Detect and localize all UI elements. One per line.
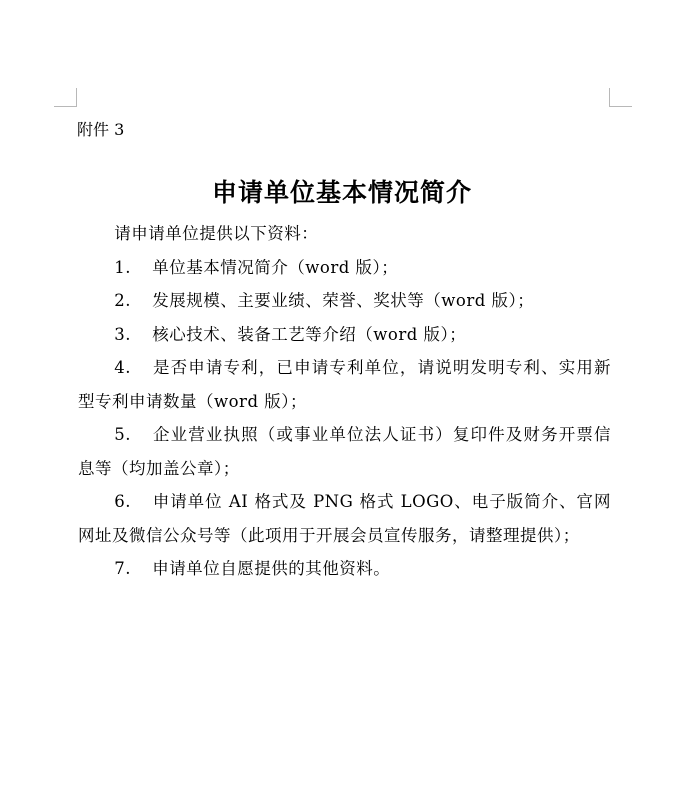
crop-mark-top-left [54,88,77,107]
list-item [78,251,611,285]
list-item [78,351,611,418]
list-item-number: 4. [114,358,132,377]
page-title: 申请单位基本情况简介 [211,178,472,207]
list-item-number: 2. [114,291,132,310]
list-item [78,284,611,318]
list-item-number: 6. [114,492,132,511]
intro-paragraph: 请申请单位提供以下资料： [114,224,319,243]
list-item-text: 是否申请专利，已申请专利单位，请说明发明专利、实用新型专利申请数量（word 版）； [78,358,611,411]
crop-mark-top-right [609,88,632,107]
list-item [78,318,611,352]
attachment-label: 附件 3 [77,120,125,139]
list-item-number: 7. [114,559,132,578]
document-body [78,217,611,586]
list-item-text: 企业营业执照（或事业单位法人证书）复印件及财务开票信息等（均加盖公章）； [78,425,611,478]
list-item [78,552,611,586]
list-item-text: 核心技术、装备工艺等介绍（word 版）； [152,324,467,344]
list-item-text: 申请单位自愿提供的其他资料。 [152,559,391,578]
list-item [78,485,611,552]
list-item-number: 3. [114,324,132,344]
list-item-number: 5. [114,425,132,444]
list-item-text: 申请单位 AI 格式及 PNG 格式 LOGO、电子版简介、官网网址及微信公众号等（此项用于开展会员宣传服务，请整理提供）； [78,492,611,545]
list-item [78,418,611,485]
list-item-text: 单位基本情况简介（word 版）； [152,257,399,277]
list-item-text: 发展规模、主要业绩、荣誉、奖状等（word 版）； [152,291,535,310]
list-item-number: 1. [114,257,132,277]
